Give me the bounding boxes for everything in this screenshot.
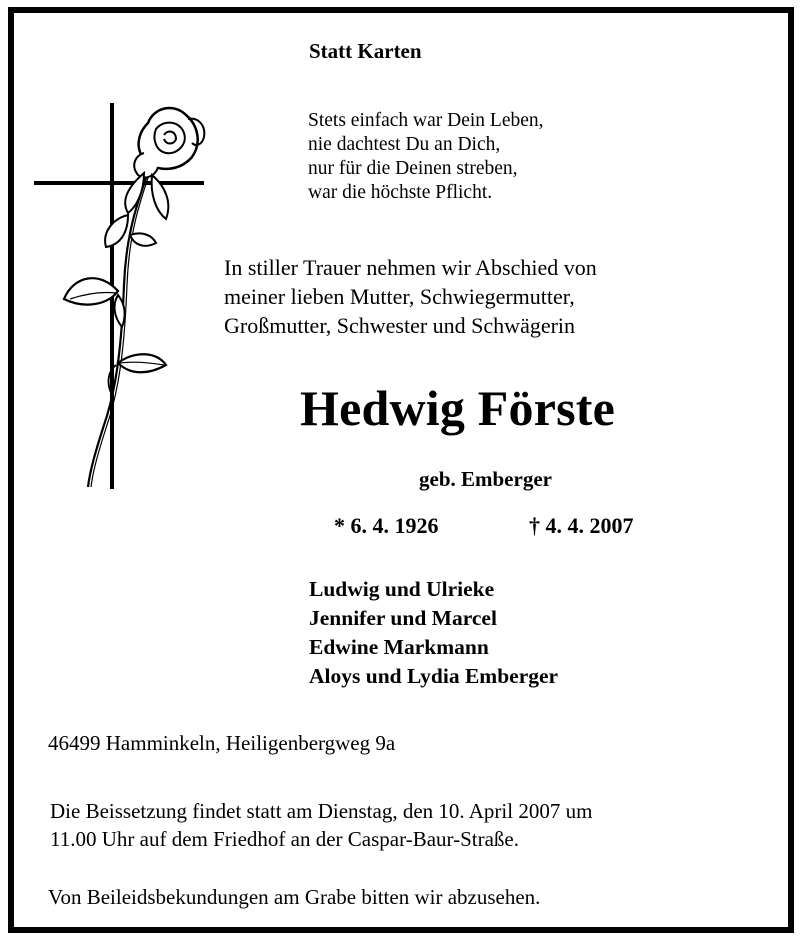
mourner-name: Aloys und Lydia Emberger (309, 664, 559, 688)
deceased-name: Hedwig Förste (300, 380, 616, 436)
mourner-name: Jennifer und Marcel (309, 606, 497, 630)
intro-line: In stiller Trauer nehmen wir Abschied von (224, 255, 597, 280)
funeral-info-line: Die Beissetzung findet statt am Dienstag, den 10. April 2007 um (50, 799, 593, 823)
birth-date: * 6. 4. 1926 (334, 513, 439, 538)
intro-text (224, 253, 597, 340)
header-statt-karten: Statt Karten (309, 39, 422, 63)
poem-line: war die höchste Pflicht. (308, 182, 493, 203)
intro-line: Großmutter, Schwester und Schwägerin (224, 313, 576, 338)
poem-line: nur für die Deinen streben, (308, 158, 518, 179)
funeral-info-line: 11.00 Uhr auf dem Friedhof an der Caspar-Baur-Straße. (50, 827, 519, 851)
maiden-name: geb. Emberger (419, 467, 552, 491)
poem-line: Stets einfach war Dein Leben, (308, 110, 544, 131)
death-date: † 4. 4. 2007 (529, 513, 634, 538)
mourner-name: Edwine Markmann (309, 635, 489, 659)
address: 46499 Hamminkeln, Heiligenbergweg 9a (48, 731, 396, 755)
closing-note: Von Beileidsbekundungen am Grabe bitten wir abzusehen. (48, 885, 541, 909)
funeral-info (50, 797, 592, 853)
mourner-name: Ludwig und Ulrieke (309, 577, 495, 601)
cross-with-rose-icon (26, 95, 226, 495)
poem (308, 109, 544, 205)
mourners-list (309, 575, 558, 691)
poem-line: nie dachtest Du an Dich, (308, 134, 501, 155)
obituary-notice (8, 7, 794, 933)
intro-line: meiner lieben Mutter, Schwiegermutter, (224, 284, 575, 309)
